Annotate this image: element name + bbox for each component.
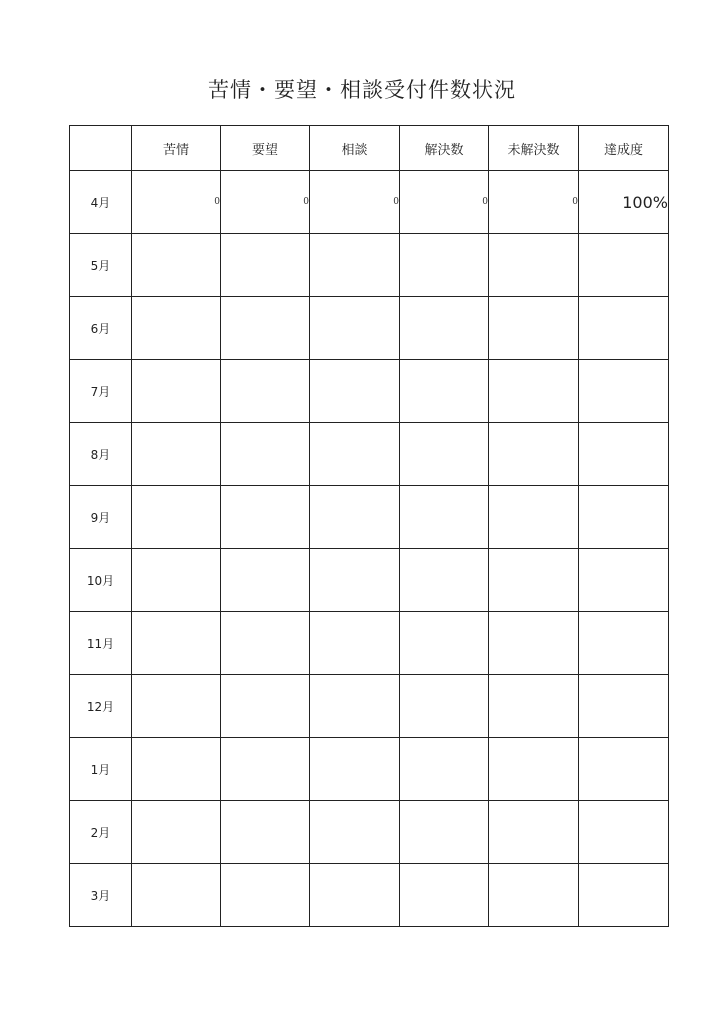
resolved-cell <box>400 486 489 549</box>
unresolved-cell <box>489 801 579 864</box>
table-row <box>70 171 669 234</box>
table-row <box>70 234 669 297</box>
resolved-cell: 0 <box>400 171 489 234</box>
month-cell: 11月 <box>70 612 132 675</box>
consultations-cell <box>310 801 400 864</box>
month-cell: 12月 <box>70 675 132 738</box>
resolved-cell <box>400 549 489 612</box>
table-row <box>70 297 669 360</box>
table-row <box>70 864 669 927</box>
month-cell: 7月 <box>70 360 132 423</box>
complaints-cell: 0 <box>132 171 221 234</box>
resolved-cell <box>400 234 489 297</box>
complaints-cell <box>132 297 221 360</box>
complaints-cell <box>132 738 221 801</box>
requests-cell <box>221 864 310 927</box>
resolved-cell <box>400 801 489 864</box>
header-corner <box>70 126 132 171</box>
achievement-rate-cell <box>579 234 669 297</box>
complaints-cell <box>132 612 221 675</box>
achievement-rate-cell <box>579 549 669 612</box>
consultations-cell <box>310 738 400 801</box>
achievement-rate-cell <box>579 297 669 360</box>
resolved-cell <box>400 738 489 801</box>
achievement-rate-cell <box>579 801 669 864</box>
complaints-cell <box>132 486 221 549</box>
resolved-cell <box>400 612 489 675</box>
achievement-rate-cell <box>579 612 669 675</box>
consultations-cell <box>310 864 400 927</box>
month-cell: 2月 <box>70 801 132 864</box>
unresolved-cell <box>489 423 579 486</box>
consultations-cell <box>310 360 400 423</box>
resolved-cell <box>400 360 489 423</box>
month-cell: 4月 <box>70 171 132 234</box>
month-cell: 9月 <box>70 486 132 549</box>
complaints-cell <box>132 360 221 423</box>
achievement-rate-cell <box>579 360 669 423</box>
table-row <box>70 486 669 549</box>
resolved-cell <box>400 675 489 738</box>
month-cell: 8月 <box>70 423 132 486</box>
header-complaints: 苦情 <box>132 126 221 171</box>
achievement-rate-cell <box>579 486 669 549</box>
complaints-cell <box>132 864 221 927</box>
table-row <box>70 801 669 864</box>
month-cell: 10月 <box>70 549 132 612</box>
achievement-rate-cell <box>579 864 669 927</box>
requests-cell <box>221 612 310 675</box>
consultations-cell <box>310 675 400 738</box>
complaints-cell <box>132 801 221 864</box>
header-requests: 要望 <box>221 126 310 171</box>
header-consultations: 相談 <box>310 126 400 171</box>
header-unresolved: 未解決数 <box>489 126 579 171</box>
unresolved-cell <box>489 234 579 297</box>
complaints-summary-table <box>69 125 669 927</box>
table-header-row <box>70 126 669 171</box>
unresolved-cell <box>489 675 579 738</box>
table-row <box>70 738 669 801</box>
requests-cell <box>221 297 310 360</box>
resolved-cell <box>400 423 489 486</box>
complaints-cell <box>132 549 221 612</box>
table-row <box>70 549 669 612</box>
requests-cell <box>221 360 310 423</box>
requests-cell <box>221 675 310 738</box>
complaints-cell <box>132 675 221 738</box>
complaints-cell <box>132 423 221 486</box>
achievement-rate-cell <box>579 423 669 486</box>
unresolved-cell: 0 <box>489 171 579 234</box>
consultations-cell <box>310 612 400 675</box>
requests-cell <box>221 423 310 486</box>
table-row <box>70 612 669 675</box>
unresolved-cell <box>489 360 579 423</box>
unresolved-cell <box>489 549 579 612</box>
achievement-rate-cell <box>579 675 669 738</box>
achievement-rate-cell <box>579 738 669 801</box>
month-cell: 3月 <box>70 864 132 927</box>
requests-cell <box>221 549 310 612</box>
requests-cell: 0 <box>221 171 310 234</box>
table-row <box>70 675 669 738</box>
month-cell: 6月 <box>70 297 132 360</box>
table-body <box>70 171 669 927</box>
header-achievement-rate: 達成度 <box>579 126 669 171</box>
consultations-cell <box>310 423 400 486</box>
table-row <box>70 423 669 486</box>
header-resolved: 解決数 <box>400 126 489 171</box>
unresolved-cell <box>489 486 579 549</box>
complaints-cell <box>132 234 221 297</box>
month-cell: 5月 <box>70 234 132 297</box>
requests-cell <box>221 486 310 549</box>
unresolved-cell <box>489 612 579 675</box>
page-title: 苦情・要望・相談受付件数状況 <box>208 78 516 102</box>
resolved-cell <box>400 297 489 360</box>
month-cell: 1月 <box>70 738 132 801</box>
requests-cell <box>221 738 310 801</box>
consultations-cell <box>310 549 400 612</box>
resolved-cell <box>400 864 489 927</box>
consultations-cell <box>310 297 400 360</box>
table-row <box>70 360 669 423</box>
requests-cell <box>221 234 310 297</box>
unresolved-cell <box>489 297 579 360</box>
consultations-cell <box>310 486 400 549</box>
consultations-cell: 0 <box>310 171 400 234</box>
achievement-rate-cell: 100% <box>579 171 669 234</box>
consultations-cell <box>310 234 400 297</box>
requests-cell <box>221 801 310 864</box>
unresolved-cell <box>489 738 579 801</box>
unresolved-cell <box>489 864 579 927</box>
